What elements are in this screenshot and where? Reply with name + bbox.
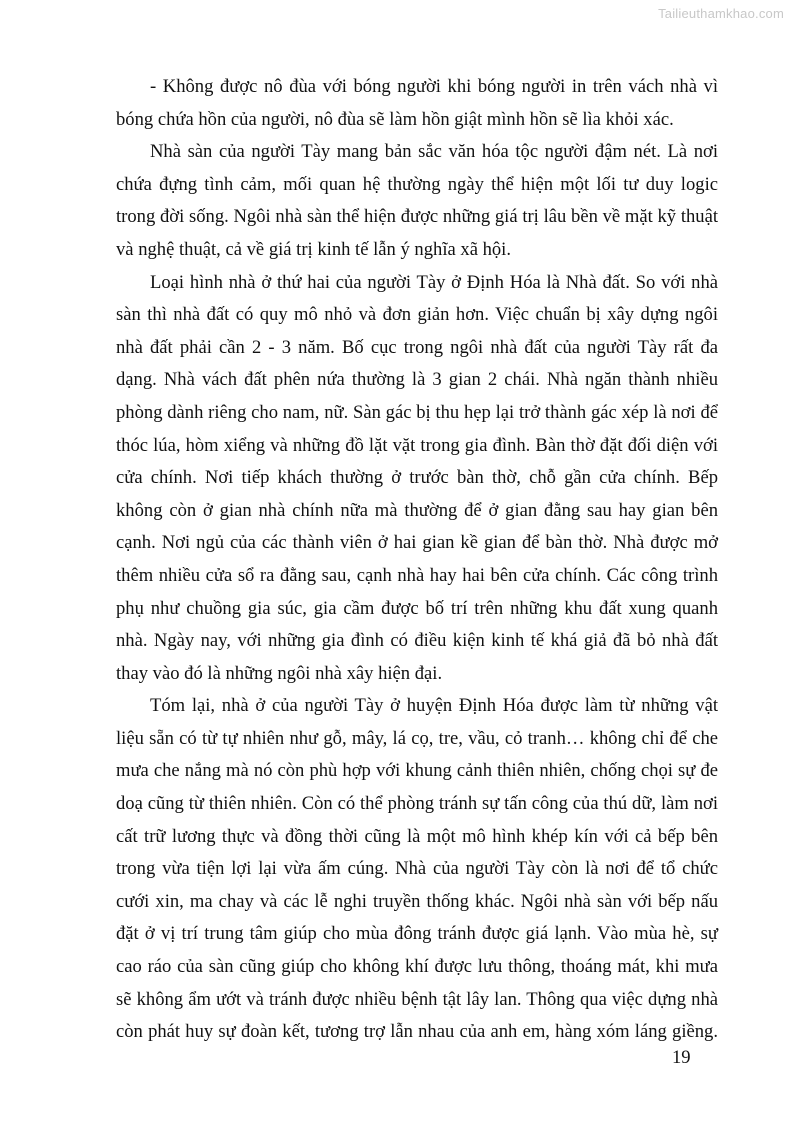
text-line: bóng chứa hồn của người, nô đùa sẽ làm hồn giật mình hồn sẽ lìa khỏi xác.	[116, 108, 674, 130]
text-line: sẽ không ẩm ướt và tránh được nhiều bệnh tật lây lan. Thông qua việc dựng nhà	[116, 988, 718, 1010]
text-line: và nghệ thuật, cả về giá trị kinh tế lẫn ý nghĩa xã hội.	[116, 238, 511, 260]
text-line: cưới xin, ma chay và các lễ nghi truyền thống khác. Ngôi nhà sàn với bếp nấu	[116, 890, 718, 912]
paragraph-4	[116, 690, 718, 1049]
text-line: nhà. Ngày nay, với những gia đình có điều kiện kinh tế khá giả đã bỏ nhà đất	[116, 630, 718, 652]
text-line: trong đời sống. Ngôi nhà sàn thể hiện được những giá trị lâu bền về mặt kỹ thuật	[116, 206, 718, 228]
text-line: cạnh. Nơi ngủ của các thành viên ở hai gian kề gian để bàn thờ. Nhà được mở	[116, 532, 718, 554]
page-number: 19	[672, 1047, 691, 1068]
text-line: nhà đất phải cần 2 - 3 năm. Bố cục trong ngôi nhà đất của người Tày rất đa	[116, 336, 718, 358]
text-line: thóc lúa, hòm xiểng và những đồ lặt vặt trong gia đình. Bàn thờ đặt đối diện với	[116, 434, 718, 456]
text-line: dạng. Nhà vách đất phên nứa thường là 3 gian 2 chái. Nhà ngăn thành nhiều	[116, 369, 718, 391]
text-line: - Không được nô đùa với bóng người khi bóng người in trên vách nhà vì	[150, 76, 718, 97]
text-line: sàn thì nhà đất có quy mô nhỏ và đơn giản hơn. Việc chuẩn bị xây dựng ngôi	[116, 304, 718, 326]
watermark: Tailieuthamkhao.com	[658, 6, 784, 21]
document-body	[116, 71, 718, 1049]
text-line: doạ cũng từ thiên nhiên. Còn có thể phòng tránh sự tấn công của thú dữ, làm nơi	[116, 793, 718, 815]
text-line: Loại hình nhà ở thứ hai của người Tày ở Định Hóa là Nhà đất. So với nhà	[150, 271, 718, 293]
text-line: không còn ở gian nhà chính nữa mà thường để ở gian đằng sau hay gian bên	[116, 499, 718, 521]
text-line: đặt ở vị trí trung tâm giúp cho mùa đông tránh được giá lạnh. Vào mùa hè, sự	[116, 923, 718, 945]
text-line: mưa che nắng mà nó còn phù hợp với khung cảnh thiên nhiên, chống chọi sự đe	[116, 760, 718, 782]
text-line: chứa đựng tình cảm, mối quan hệ thường ngày thể hiện một lối tư duy logic	[116, 173, 718, 195]
text-line: trong vừa tiện lợi lại vừa ấm cúng. Nhà của người Tày còn là nơi để tổ chức	[116, 858, 718, 880]
paragraph-1	[116, 71, 718, 136]
text-line: cửa chính. Nơi tiếp khách thường ở trước bàn thờ, chỗ gần cửa chính. Bếp	[116, 467, 718, 489]
text-line: cất trữ lương thực và đồng thời cũng là một mô hình khép kín với cả bếp bên	[116, 825, 718, 847]
text-line: cao ráo của sàn cũng giúp cho không khí được lưu thông, thoáng mát, khi mưa	[116, 956, 718, 978]
text-line: Nhà sàn của người Tày mang bản sắc văn hóa tộc người đậm nét. Là nơi	[150, 141, 718, 163]
text-line: liệu sẵn có từ tự nhiên như gỗ, mây, lá cọ, tre, vầu, cỏ tranh… không chỉ để che	[116, 727, 718, 749]
paragraph-2	[116, 136, 718, 266]
text-line: phòng dành riêng cho nam, nữ. Sàn gác bị thu hẹp lại trở thành gác xép là nơi để	[116, 401, 718, 423]
text-line: thêm nhiều cửa sổ ra đằng sau, cạnh nhà hay hai bên cửa chính. Các công trình	[116, 564, 718, 586]
text-line: phụ như chuồng gia súc, gia cầm được bố trí trên những khu đất xung quanh	[116, 597, 718, 619]
paragraph-3	[116, 267, 718, 691]
text-line: thay vào đó là những ngôi nhà xây hiện đại.	[116, 662, 443, 684]
text-line: còn phát huy sự đoàn kết, tương trợ lẫn nhau của anh em, hàng xóm láng giềng.	[116, 1021, 718, 1043]
text-line: Tóm lại, nhà ở của người Tày ở huyện Định Hóa được làm từ những vật	[150, 695, 718, 717]
